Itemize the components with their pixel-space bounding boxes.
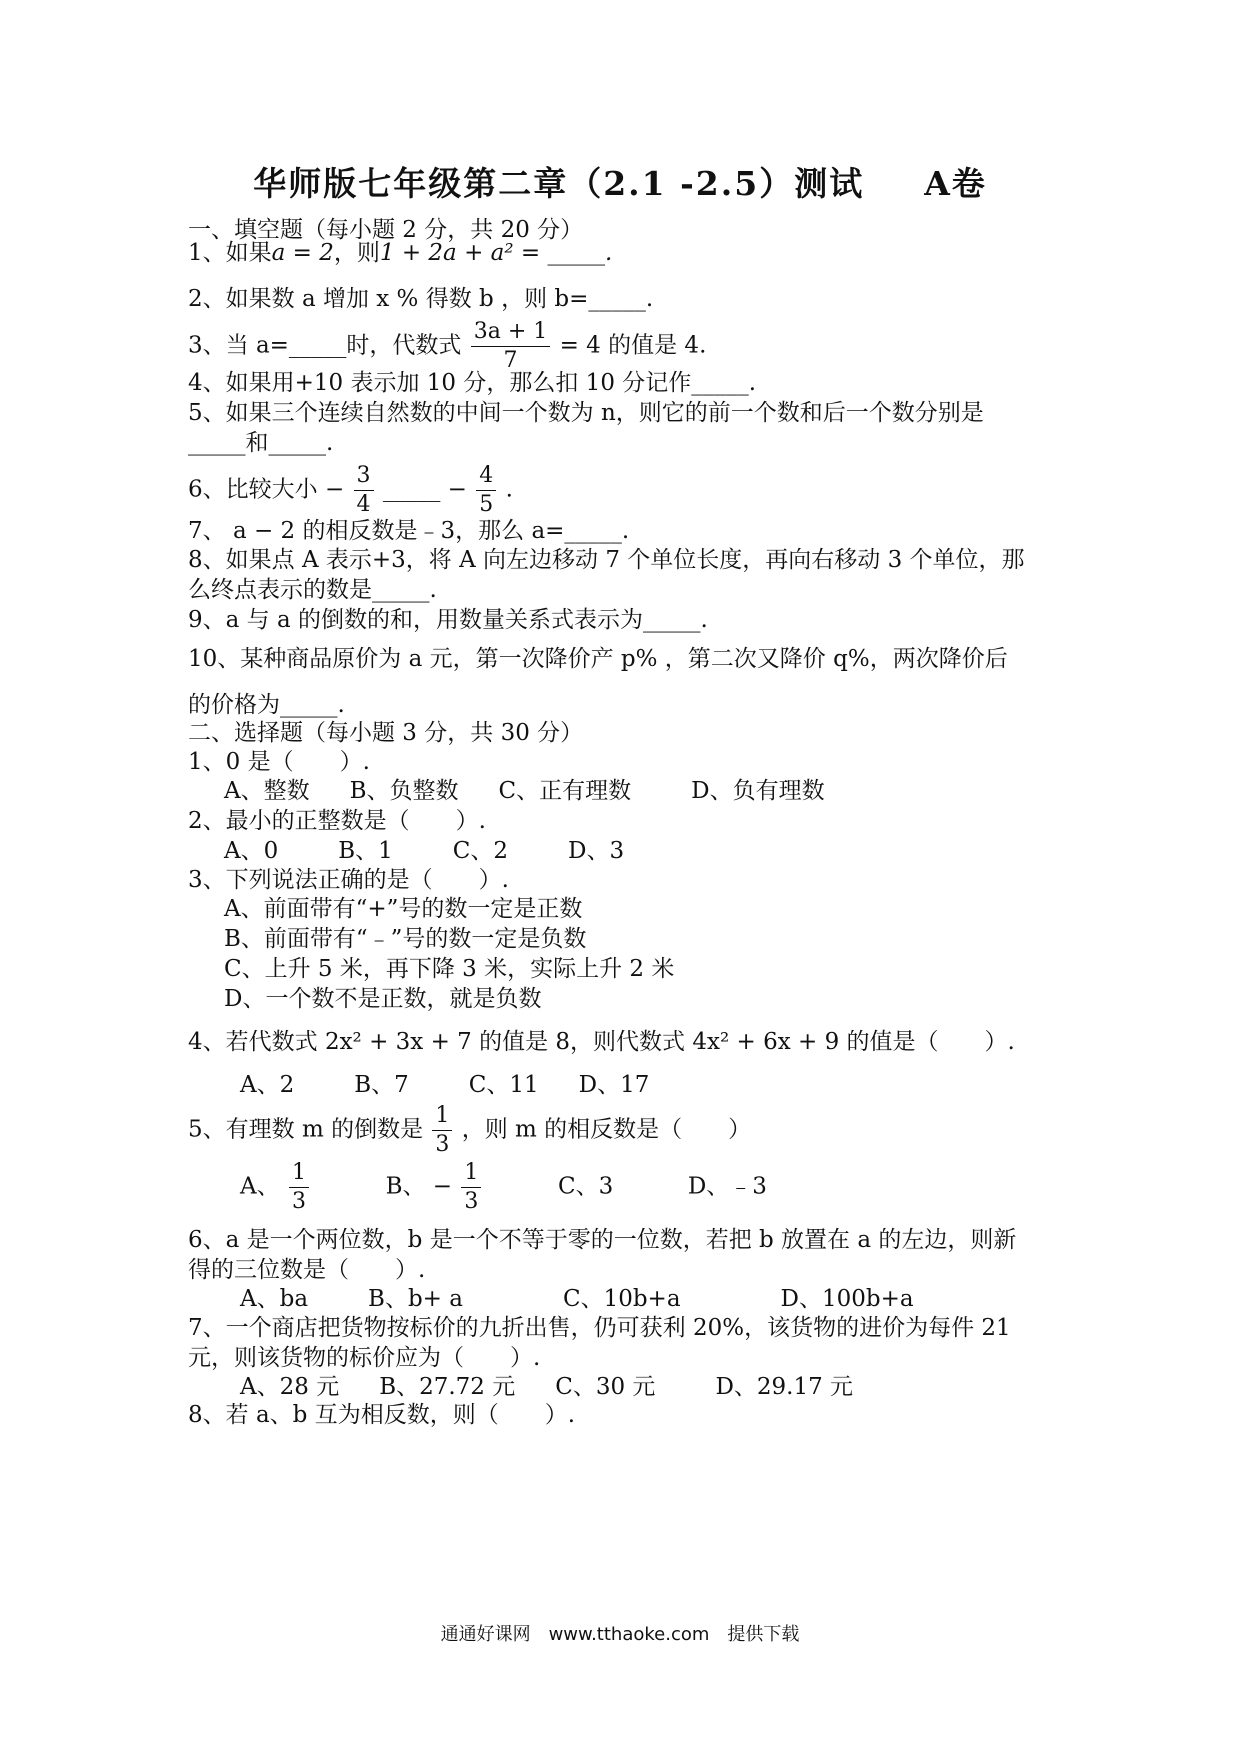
s1-q10-line1: 10、某种商品原价为 a 元，第一次降价产 p% ，第二次又降价 q%，两次降价后 bbox=[188, 646, 1008, 672]
s2-q7-options: A、28 元 B、27.72 元 C、30 元 D、29.17 元 bbox=[240, 1374, 854, 1400]
s2-q6-options: A、ba B、b+ a C、10b+a D、100b+a bbox=[240, 1286, 914, 1312]
section1-heading: 一、填空题（每小题 2 分，共 20 分） bbox=[188, 217, 584, 243]
fraction: $\frac{4}{5}$ bbox=[476, 465, 496, 516]
fraction: $\frac{1}{3}$ bbox=[461, 1162, 481, 1213]
s1-q5-line1: 5、如果三个连续自然数的中间一个数为 n，则它的前一个数和后一个数分别是 bbox=[188, 400, 984, 426]
fraction: $\frac{3}{4}$ bbox=[354, 465, 374, 516]
s2-q7-line1: 7、一个商店把货物按标价的九折出售，仍可获利 20%，该货物的进价为每件 21 bbox=[188, 1315, 1011, 1341]
s2-q3-option-b: B、前面带有“﹣”号的数一定是负数 bbox=[224, 926, 587, 952]
section2-heading: 二、选择题（每小题 3 分，共 30 分） bbox=[188, 720, 584, 746]
footer-credit: 通通好课网 www.tthaoke.com 提供下载 bbox=[440, 1624, 800, 1645]
s2-q6-line1: 6、a 是一个两位数，b 是一个不等于零的一位数，若把 b 放置在 a 的左边，则新 bbox=[188, 1227, 1017, 1253]
s2-q5-options: A、 $\frac{1}{3}$ B、 − $\frac{1}{3}$ C、3 D、﹣3 bbox=[240, 1160, 767, 1214]
s1-q2: 2、如果数 a 增加 x % 得数 b ，则 b=_____. bbox=[188, 286, 654, 312]
fraction: $\frac{3a + 1}{7}$ bbox=[471, 321, 551, 372]
s2-q3-option-c: C、上升 5 米，再下降 3 米，实际上升 2 米 bbox=[224, 956, 675, 982]
s2-q1-options: A、整数 B、负整数 C、正有理数 D、负有理数 bbox=[224, 778, 825, 804]
s2-q2: 2、最小的正整数是（ ）. bbox=[188, 808, 486, 834]
s2-q3-option-d: D、一个数不是正数，就是负数 bbox=[224, 986, 542, 1012]
s2-q4-options: A、2 B、7 C、11 D、17 bbox=[240, 1072, 650, 1098]
fraction: $\frac{1}{3}$ bbox=[432, 1105, 452, 1156]
s2-q3: 3、下列说法正确的是（ ）. bbox=[188, 867, 509, 893]
fraction: $\frac{1}{3}$ bbox=[289, 1162, 309, 1213]
s2-q8: 8、若 a、b 互为相反数，则（ ）. bbox=[188, 1402, 576, 1428]
s2-q4: 4、若代数式 2x² + 3x + 7 的值是 8，则代数式 4x² + 6x + 9 的值是（ ）. bbox=[188, 1029, 1015, 1055]
s1-q5-line2: _____和_____. bbox=[188, 430, 334, 456]
s2-q1: 1、0 是（ ）. bbox=[188, 749, 370, 775]
s2-q3-option-a: A、前面带有“+”号的数一定是正数 bbox=[224, 896, 583, 922]
s1-q8-line1: 8、如果点 A 表示+3，将 A 向左边移动 7 个单位长度，再向右移动 3 个单位，那 bbox=[188, 547, 1025, 573]
s1-q7: 7、 a − 2 的相反数是﹣3，那么 a=_____. bbox=[188, 518, 630, 544]
s1-q1: 1、如果a = 2，则1 + 2a + a² = _____. bbox=[188, 240, 613, 266]
s2-q7-line2: 元，则该货物的标价应为（ ）. bbox=[188, 1345, 541, 1371]
s1-q9: 9、a 与 a 的倒数的和，用数量关系式表示为_____. bbox=[188, 607, 708, 633]
page-title bbox=[0, 158, 1240, 205]
s2-q6-line2: 得的三位数是（ ）. bbox=[188, 1257, 426, 1283]
s1-q4: 4、如果用+10 表示加 10 分，那么扣 10 分记作_____. bbox=[188, 370, 757, 396]
s2-q5: 5、有理数 m 的倒数是 $\frac{1}{3}$ ，则 m 的相反数是（ ） bbox=[188, 1103, 752, 1157]
s2-q2-options: A、0 B、1 C、2 D、3 bbox=[224, 838, 625, 864]
s1-q8-line2: 么终点表示的数是_____. bbox=[188, 577, 437, 603]
title-tag: A卷 bbox=[924, 164, 987, 203]
title-text: 华师版七年级第二章（2.1 -2.5）测试 bbox=[253, 164, 865, 203]
s1-q3: 3、当 a=_____时，代数式 $\frac{3a + 1}{7}$ = 4 的值是 4. bbox=[188, 319, 707, 373]
s1-q10-line2: 的价格为_____. bbox=[188, 692, 345, 718]
s1-q6: 6、比较大小 − $\frac{3}{4}$ _____ − $\frac{4}{5}$ . bbox=[188, 463, 513, 517]
